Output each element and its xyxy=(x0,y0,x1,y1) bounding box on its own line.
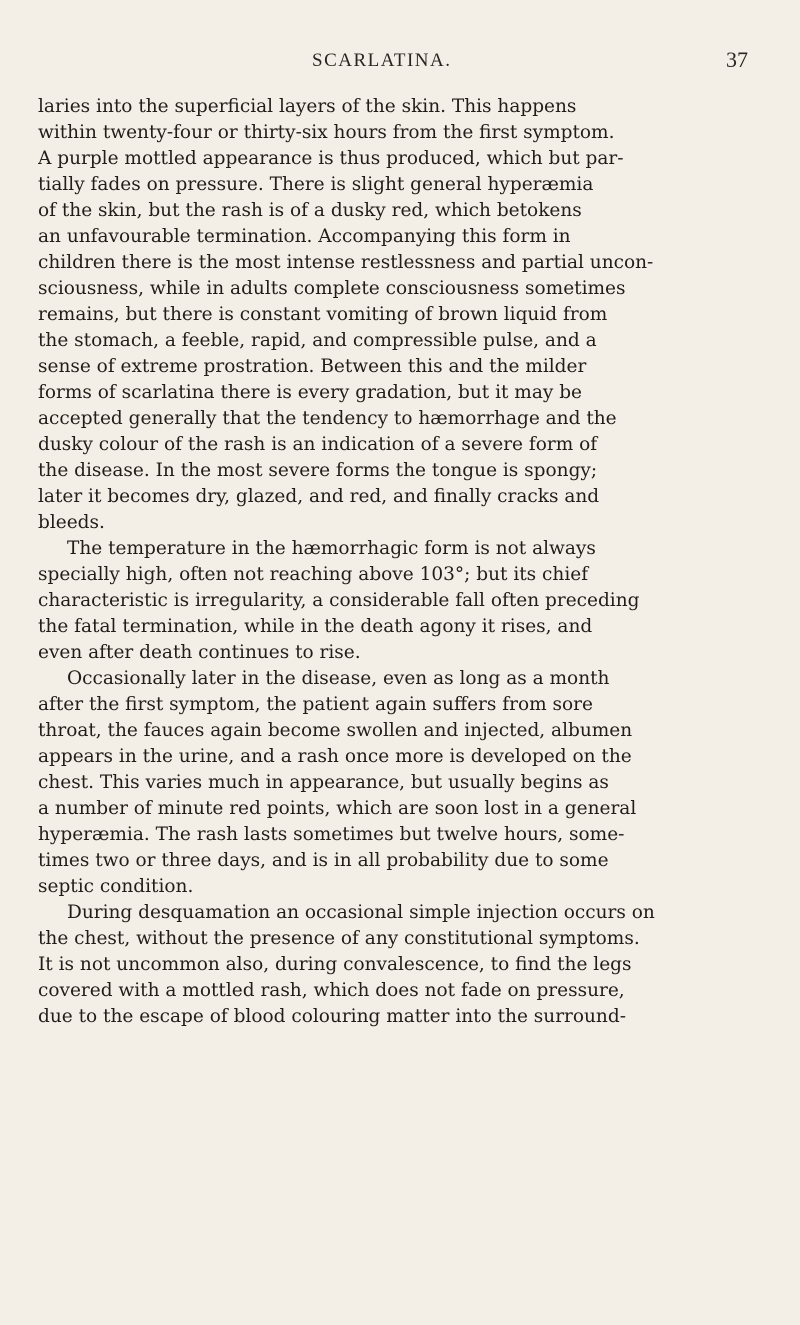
text-line: During desquamation an occasional simple injection occurs on xyxy=(67,902,655,923)
text-line: characteristic is irregularity, a considerable fall often preceding xyxy=(38,590,640,611)
running-head: SCARLATINA. xyxy=(312,50,452,71)
text-line: the fatal termination, while in the death agony it rises, and xyxy=(38,616,593,637)
text-line: within twenty-four or thirty-six hours from the first symptom. xyxy=(38,122,615,143)
text-line: children there is the most intense restlessness and partial uncon- xyxy=(38,252,654,273)
text-line: the chest, without the presence of any constitutional symptoms. xyxy=(38,928,640,949)
text-line: bleeds. xyxy=(38,512,105,533)
text-line: specially high, often not reaching above 103°; but its chief xyxy=(38,564,589,585)
text-line: throat, the fauces again become swollen and injected, albumen xyxy=(38,720,633,741)
text-line: tially fades on pressure. There is slight general hyperæmia xyxy=(38,174,594,195)
text-line: later it becomes dry, glazed, and red, and finally cracks and xyxy=(38,486,600,507)
text-line: septic condition. xyxy=(38,876,194,897)
text-line: accepted generally that the tendency to hæmorrhage and the xyxy=(38,408,617,429)
text-line: laries into the superficial layers of the skin. This happens xyxy=(38,96,577,117)
text-line: appears in the urine, and a rash once more is developed on the xyxy=(38,746,632,767)
text-line: due to the escape of blood colouring matter into the surround- xyxy=(38,1006,626,1027)
text-line: even after death continues to rise. xyxy=(38,642,361,663)
page-number: 37 xyxy=(726,47,748,72)
text-line: after the first symptom, the patient again suffers from sore xyxy=(38,694,593,715)
text-line: Occasionally later in the disease, even as long as a month xyxy=(67,668,610,689)
text-line: forms of scarlatina there is every gradation, but it may be xyxy=(38,382,582,403)
text-line: sense of extreme prostration. Between this and the milder xyxy=(38,356,587,377)
text-line: of the skin, but the rash is of a dusky red, which betokens xyxy=(38,200,582,221)
text-line: an unfavourable termination. Accompanying this form in xyxy=(38,226,571,247)
text-line: remains, but there is constant vomiting of brown liquid from xyxy=(38,304,608,325)
text-line: dusky colour of the rash is an indication of a severe form of xyxy=(38,434,598,455)
text-line: The temperature in the hæmorrhagic form is not always xyxy=(67,538,596,559)
text-line: chest. This varies much in appearance, but usually begins as xyxy=(38,772,609,793)
text-line: covered with a mottled rash, which does not fade on pressure, xyxy=(38,980,625,1001)
text-line: It is not uncommon also, during convalescence, to find the legs xyxy=(38,954,632,975)
text-line: times two or three days, and is in all probability due to some xyxy=(38,850,609,871)
text-line: sciousness, while in adults complete consciousness sometimes xyxy=(38,278,626,299)
text-line: the disease. In the most severe forms the tongue is spongy; xyxy=(38,460,598,481)
text-line: A purple mottled appearance is thus produced, which but par- xyxy=(38,148,624,169)
text-line: hyperæmia. The rash lasts sometimes but twelve hours, some- xyxy=(38,824,625,845)
text-line: a number of minute red points, which are soon lost in a general xyxy=(38,798,637,819)
text-line: the stomach, a feeble, rapid, and compressible pulse, and a xyxy=(38,330,597,351)
